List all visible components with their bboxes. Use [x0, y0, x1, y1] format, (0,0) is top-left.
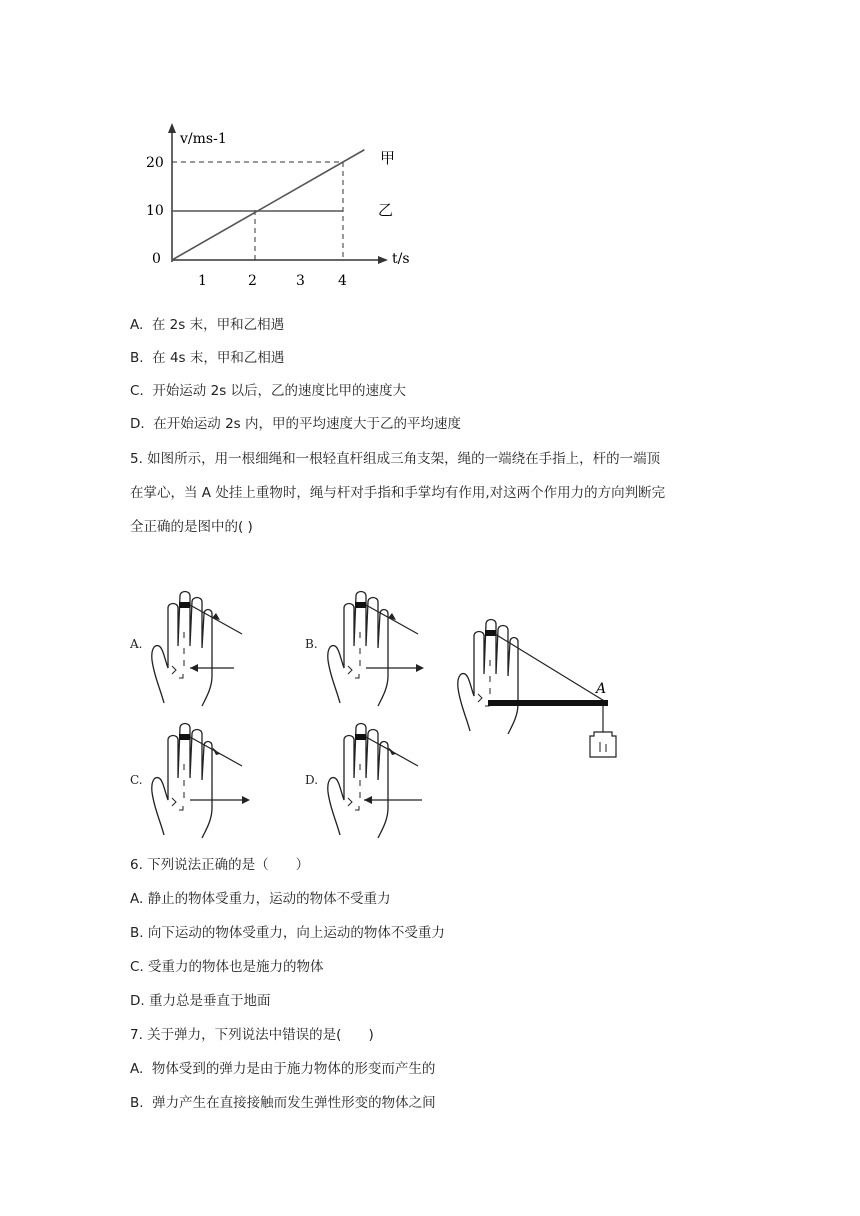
arrow-up-left [388, 613, 396, 620]
arrow-down-right [388, 747, 396, 755]
q7-option-b [130, 1094, 436, 1112]
option-text: 开始运动 2s 以后，乙的速度比甲的速度大 [152, 383, 407, 399]
option-text: 在开始运动 2s 内，甲的平均速度大于乙的平均速度 [153, 416, 461, 432]
hand-icon [152, 724, 212, 839]
q6-option-d: D. 重力总是垂直于地面 [130, 993, 271, 1009]
q6-option-c: C. 受重力的物体也是施力的物体 [130, 959, 324, 975]
y-axis-label: v/ms-1 [180, 131, 227, 147]
x-tick-2: 2 [248, 273, 257, 289]
y-tick-10: 10 [146, 203, 164, 219]
hand-icon [328, 592, 388, 707]
y-tick-0: 0 [152, 251, 161, 267]
option-text: 在 2s 末，甲和乙相遇 [151, 317, 285, 333]
q6-option-b: B. 向下运动的物体受重力，向上运动的物体不受重力 [130, 925, 445, 941]
series-label-jia: 甲 [380, 149, 396, 167]
rod [488, 700, 608, 706]
fig-d [326, 720, 428, 842]
q6-stem: 6. 下列说法正确的是（ ） [130, 857, 310, 873]
fig-label-a: A. [130, 637, 143, 651]
x-axis-label: t/s [392, 251, 410, 267]
x-axis-arrow [378, 256, 388, 264]
fig-label-b: B. [305, 637, 318, 651]
fig-label-c: C. [130, 773, 143, 787]
q5-stem-line-2: 在掌心，当 A 处挂上重物时，绳与杆对手指和手掌均有作用,对这两个作用力的方向判断完 [130, 485, 666, 501]
series-jia-line [172, 150, 364, 260]
hand-icon [458, 620, 518, 735]
q5-stem-line-3: 全正确的是图中的( ) [130, 519, 253, 535]
arrow-right [416, 664, 424, 672]
option-text: 物体受到的弹力是由于施力物体的形变而产生的 [151, 1061, 436, 1077]
point-label-a: A [596, 681, 607, 697]
option-letter: B. [130, 1095, 144, 1111]
fig-b [326, 588, 428, 710]
hand-icon [328, 724, 388, 839]
q5-stem-line-1: 5. 如图所示，用一根细绳和一根轻直杆组成三角支架，绳的一端绕在手指上，杆的一端顶 [130, 451, 661, 467]
rope [495, 634, 606, 702]
x-tick-3: 3 [296, 273, 305, 289]
hand-icon [152, 592, 212, 707]
fig-c [150, 720, 254, 842]
option-letter: A. [130, 317, 144, 333]
q6-option-a: A. 静止的物体受重力，运动的物体不受重力 [130, 891, 391, 907]
option-letter: A. [130, 1061, 144, 1077]
q7-stem: 7. 关于弹力，下列说法中错误的是( ) [130, 1027, 374, 1043]
weight-icon [590, 732, 616, 757]
x-tick-4: 4 [338, 273, 347, 289]
option-text: 弹力产生在直接接触而发生弹性形变的物体之间 [152, 1095, 436, 1111]
arrow-down-right [212, 747, 220, 755]
q4-option-c [130, 382, 406, 400]
q7-option-a [130, 1060, 435, 1078]
vt-graph [130, 115, 430, 295]
option-letter: B. [130, 350, 144, 366]
y-tick-20: 20 [146, 155, 164, 171]
q4-option-d [130, 415, 461, 433]
arrow-left [364, 796, 372, 804]
option-letter: D. [130, 416, 145, 432]
arrow-left [190, 664, 198, 672]
y-axis-arrow [168, 123, 176, 133]
fig-label-d: D. [305, 773, 319, 787]
arrow-right [242, 796, 250, 804]
option-text: 在 4s 末，甲和乙相遇 [152, 350, 285, 366]
x-tick-1: 1 [198, 273, 207, 289]
option-letter: C. [130, 383, 144, 399]
fig-a [150, 588, 250, 710]
q4-option-b [130, 349, 284, 367]
series-label-yi: 乙 [378, 201, 394, 219]
q4-option-a [130, 316, 284, 334]
arrow-up-left [212, 613, 220, 620]
setup-figure [448, 614, 628, 764]
